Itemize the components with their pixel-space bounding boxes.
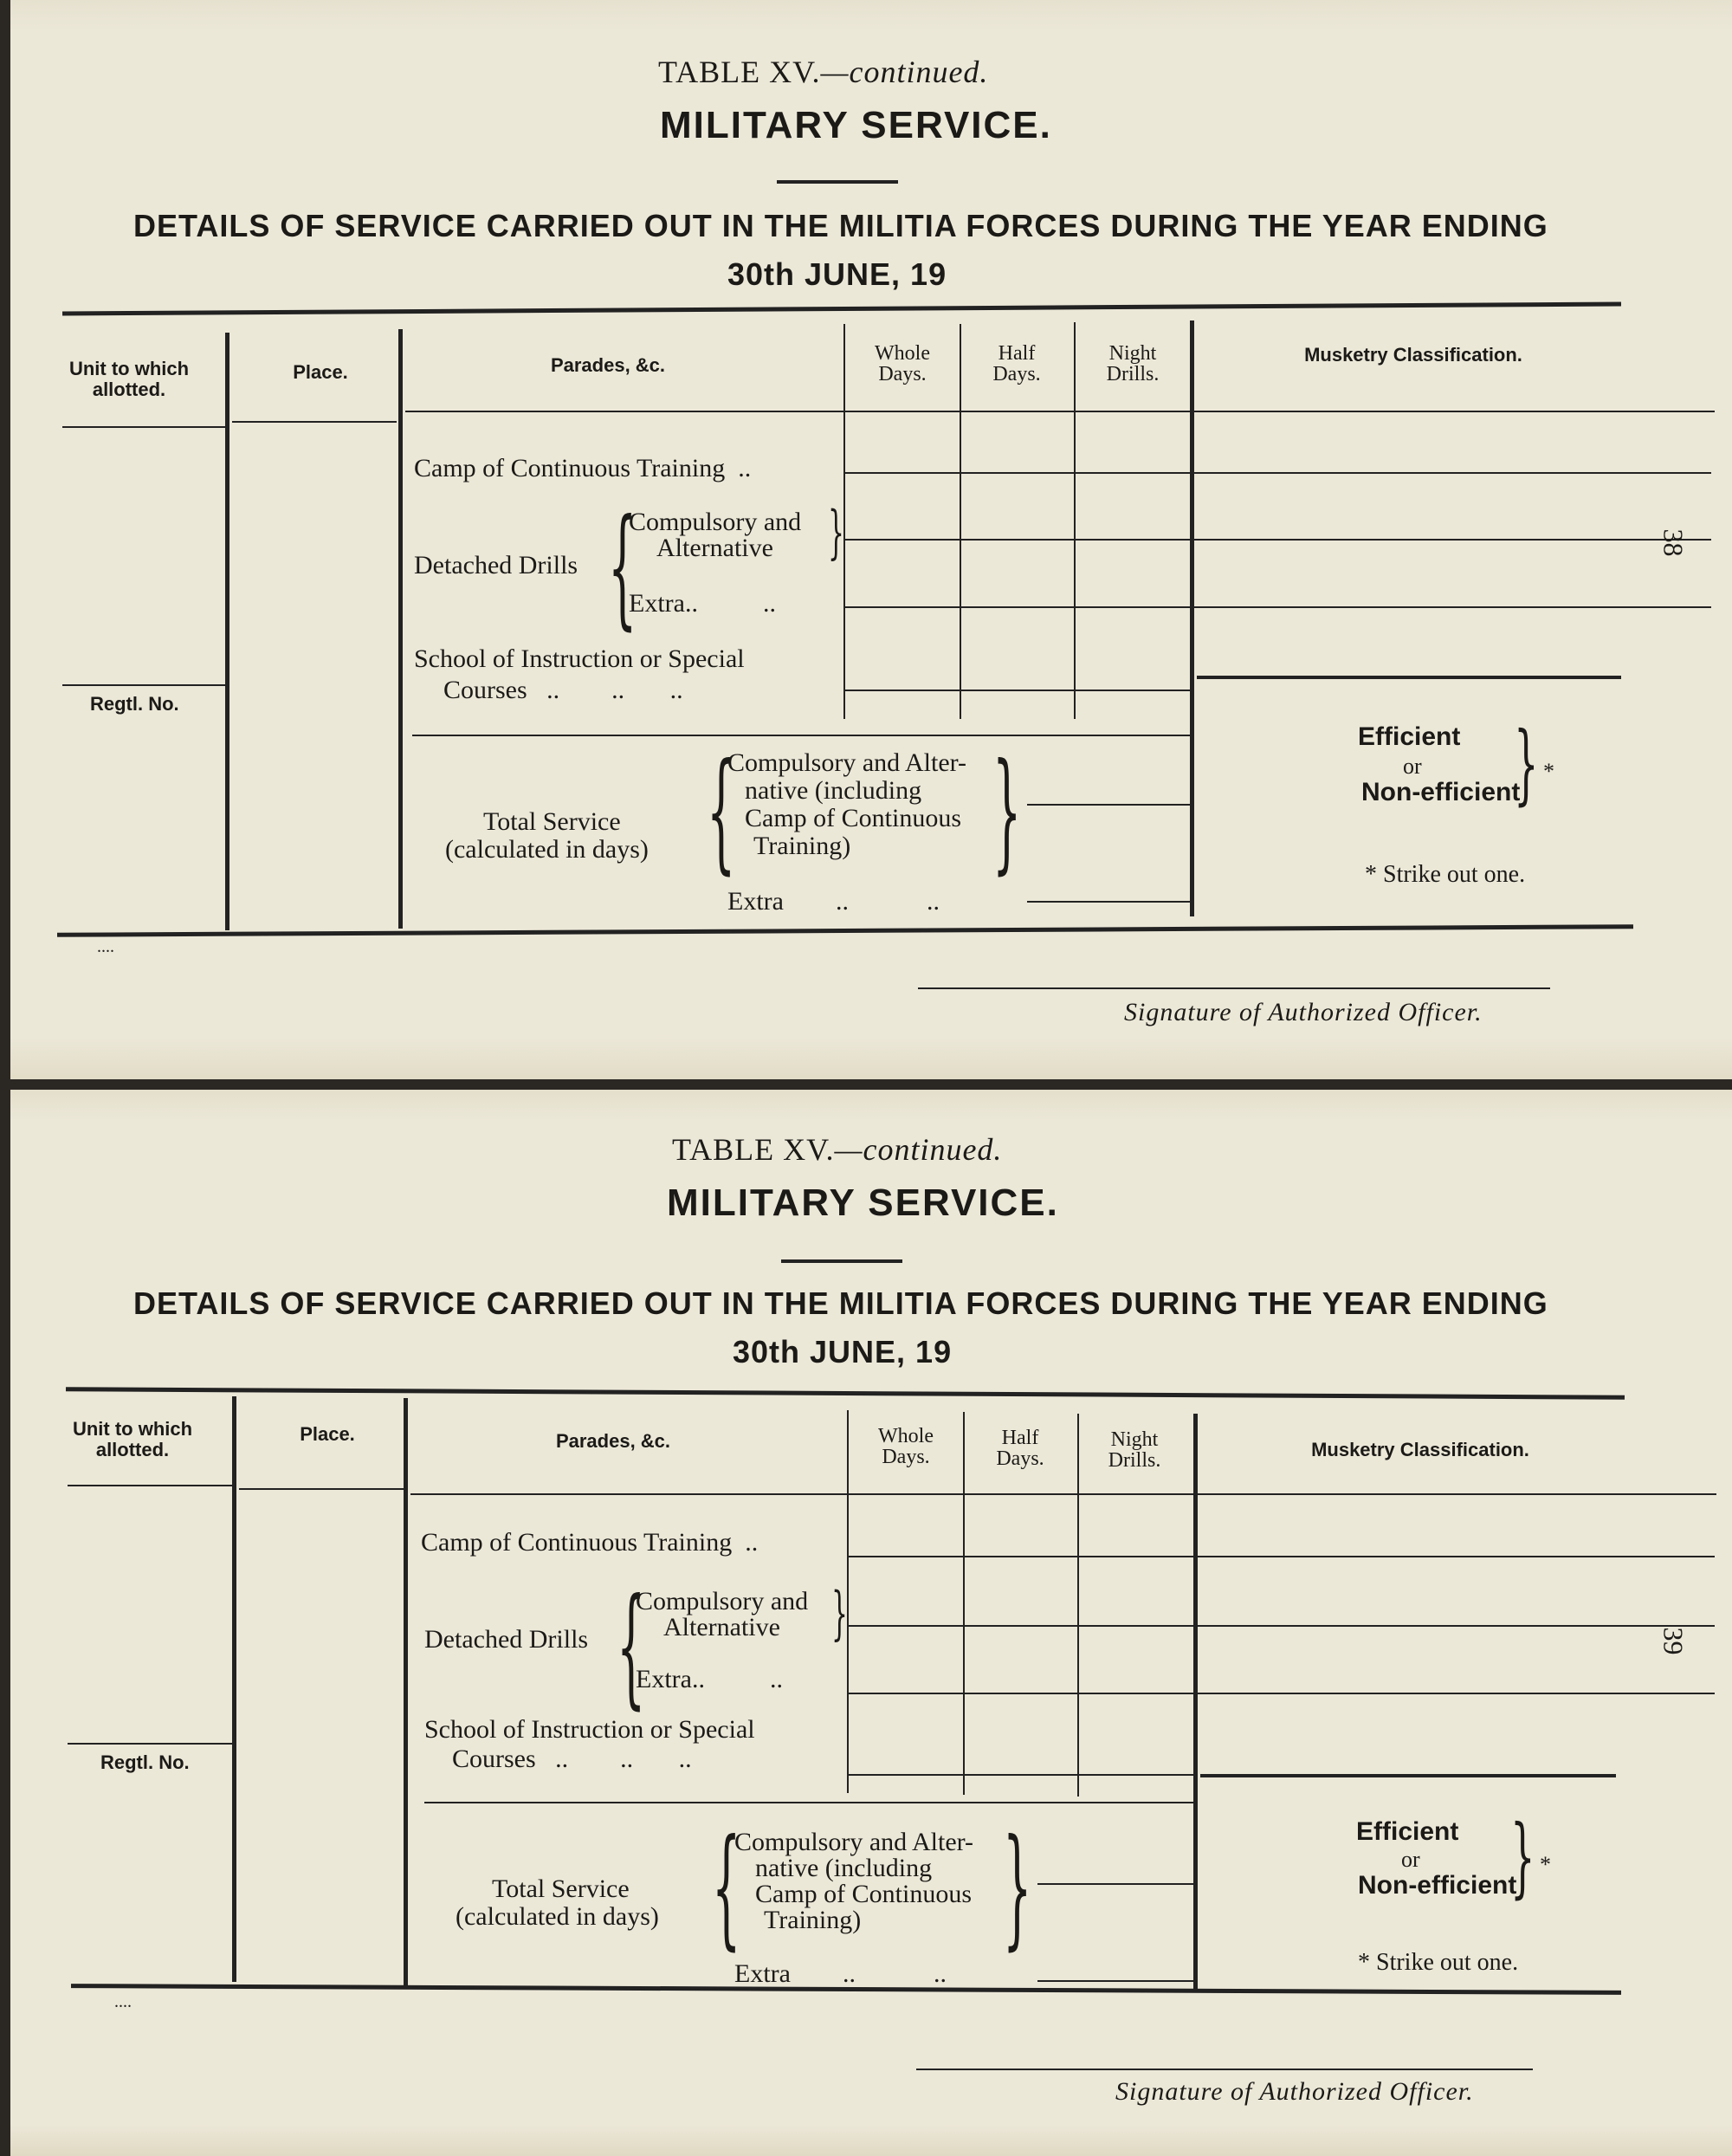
signature-line bbox=[918, 987, 1550, 989]
compulsory-brace: } bbox=[828, 499, 844, 566]
or-label: or bbox=[1403, 754, 1422, 779]
regtl-label: Regtl. No. bbox=[100, 1751, 190, 1773]
row-school-rule bbox=[845, 690, 1192, 691]
row-compulsory-rule bbox=[849, 1625, 1715, 1627]
total-line4: Training) bbox=[753, 832, 851, 860]
musketry-bottom-rule bbox=[1200, 1774, 1616, 1777]
non-efficient-label: Non-efficient bbox=[1361, 778, 1521, 806]
col-musketry-header: Musketry Classification. bbox=[1311, 1439, 1529, 1460]
compulsory-brace: } bbox=[831, 1580, 848, 1647]
col-parades-header: Parades, &c. bbox=[550, 354, 666, 376]
efficiency-asterisk: * bbox=[1543, 759, 1554, 784]
page-title: MILITARY SERVICE. bbox=[660, 104, 1052, 146]
total-service-label: Total Service bbox=[492, 1874, 630, 1903]
title-rule bbox=[781, 1259, 902, 1263]
row-detached-label: Detached Drills bbox=[424, 1625, 589, 1654]
total-close-brace: } bbox=[1003, 1812, 1032, 1963]
row-camp-rule bbox=[849, 1556, 1715, 1557]
page-title: MILITARY SERVICE. bbox=[667, 1182, 1059, 1224]
total-line3: Camp of Continuous bbox=[755, 1880, 973, 1908]
col-rule-half bbox=[1074, 322, 1076, 719]
col-rule-whole bbox=[960, 324, 961, 719]
or-label: or bbox=[1401, 1847, 1420, 1872]
strike-out-note: * Strike out one. bbox=[1358, 1949, 1519, 1976]
col-parades-header: Parades, &c. bbox=[555, 1430, 671, 1452]
regtl-label: Regtl. No. bbox=[90, 693, 179, 715]
total-line2: native (including bbox=[755, 1854, 933, 1882]
total-brace: { bbox=[707, 736, 736, 887]
efficient-label: Efficient bbox=[1358, 722, 1461, 751]
row-extra-label: Extra.. .. bbox=[629, 589, 776, 618]
subtitle-date: 30th JUNE, 19 bbox=[727, 256, 947, 292]
col-rule-night bbox=[1193, 1414, 1198, 1991]
form-page-38 bbox=[10, 0, 1732, 1079]
place-underline bbox=[239, 1488, 405, 1490]
col-unit-header: Unit to which allotted. bbox=[68, 358, 190, 400]
unit-underline bbox=[68, 1485, 234, 1486]
page-number: 38 bbox=[1658, 528, 1690, 557]
total-service-label: Total Service bbox=[483, 807, 621, 836]
efficiency-brace: } bbox=[1510, 1806, 1535, 1907]
col-unit-header: Unit to which allotted. bbox=[72, 1418, 193, 1460]
header-underline bbox=[410, 1493, 1716, 1495]
table-label: TABLE XV.—continued. bbox=[658, 55, 989, 89]
signature-label: Signature of Authorized Officer. bbox=[1115, 2077, 1474, 2106]
bottom-dots: .... bbox=[114, 1992, 132, 2011]
total-line4: Training) bbox=[764, 1906, 862, 1934]
row-compulsory-label: Compulsory and bbox=[629, 508, 802, 536]
total-line2: native (including bbox=[745, 776, 922, 805]
strike-out-note: * Strike out one. bbox=[1365, 861, 1526, 888]
col-half-days-header: Half Days. bbox=[996, 1427, 1044, 1470]
total-extra-rule bbox=[1027, 901, 1192, 903]
col-night-drills-header: Night Drills. bbox=[1108, 1428, 1161, 1472]
unit-underline bbox=[62, 426, 227, 428]
table-top-rule bbox=[66, 1387, 1625, 1399]
row-courses-label: Courses .. .. .. bbox=[443, 676, 683, 704]
regtl-rule bbox=[62, 684, 227, 686]
subtitle-line1: DETAILS OF SERVICE CARRIED OUT IN THE MILITIA FORCES DURING THE YEAR ENDING bbox=[133, 1285, 1548, 1321]
total-extra-label: Extra .. .. bbox=[734, 1959, 947, 1988]
total-extra-label: Extra .. .. bbox=[727, 887, 940, 916]
row-compulsory-label: Compulsory and bbox=[636, 1587, 809, 1615]
col-half-days-header: Half Days. bbox=[992, 342, 1041, 385]
header-underline bbox=[405, 411, 1715, 412]
musketry-bottom-rule bbox=[1197, 676, 1621, 679]
place-underline bbox=[232, 421, 397, 423]
detached-brace: { bbox=[608, 492, 637, 643]
row-alternative-label: Alternative bbox=[656, 534, 773, 562]
non-efficient-label: Non-efficient bbox=[1358, 1871, 1517, 1900]
col-musketry-header: Musketry Classification. bbox=[1304, 344, 1522, 366]
row-camp-rule bbox=[845, 472, 1711, 474]
row-extra-label: Extra.. .. bbox=[636, 1665, 783, 1693]
row-compulsory-rule bbox=[845, 539, 1711, 541]
total-extra-rule bbox=[1037, 1980, 1193, 1982]
signature-line bbox=[916, 2069, 1533, 2070]
total-calculated-label: (calculated in days) bbox=[456, 1902, 659, 1931]
row-extra-rule bbox=[849, 1693, 1715, 1694]
detached-brace: { bbox=[617, 1571, 646, 1722]
total-top-rule bbox=[412, 735, 1192, 736]
total-brace: { bbox=[712, 1812, 741, 1963]
table-label: TABLE XV.—continued. bbox=[672, 1132, 1003, 1167]
col-place-header: Place. bbox=[293, 361, 348, 383]
form-page-39 bbox=[10, 1090, 1732, 2156]
col-whole-days-header: Whole Days. bbox=[875, 342, 930, 385]
subtitle-line1: DETAILS OF SERVICE CARRIED OUT IN THE MILITIA FORCES DURING THE YEAR ENDING bbox=[133, 208, 1548, 243]
table-top-rule bbox=[62, 302, 1621, 316]
efficiency-brace: } bbox=[1514, 713, 1539, 814]
title-rule bbox=[777, 180, 898, 184]
col-rule-half bbox=[1077, 1414, 1079, 1797]
col-place-header: Place. bbox=[300, 1423, 355, 1445]
row-school-label: School of Instruction or Special bbox=[414, 644, 745, 673]
col-rule-place bbox=[404, 1398, 408, 1987]
row-school-rule bbox=[849, 1774, 1195, 1776]
efficient-label: Efficient bbox=[1356, 1817, 1459, 1846]
signature-label: Signature of Authorized Officer. bbox=[1124, 998, 1483, 1026]
total-line1: Compulsory and Alter- bbox=[734, 1828, 974, 1856]
subtitle-date: 30th JUNE, 19 bbox=[733, 1334, 953, 1369]
row-camp-label: Camp of Continuous Training .. bbox=[421, 1528, 759, 1557]
total-line3: Camp of Continuous bbox=[745, 804, 962, 832]
total-top-rule bbox=[424, 1802, 1195, 1803]
regtl-rule bbox=[68, 1743, 234, 1745]
row-detached-label: Detached Drills bbox=[414, 551, 578, 579]
row-courses-label: Courses .. .. .. bbox=[452, 1745, 692, 1773]
col-night-drills-header: Night Drills. bbox=[1106, 342, 1160, 385]
col-whole-days-header: Whole Days. bbox=[878, 1425, 934, 1468]
bottom-dots: .... bbox=[97, 937, 114, 956]
page-number: 39 bbox=[1658, 1627, 1690, 1655]
row-camp-label: Camp of Continuous Training .. bbox=[414, 454, 752, 482]
total-calculated-label: (calculated in days) bbox=[445, 835, 649, 864]
total-line1: Compulsory and Alter- bbox=[727, 748, 967, 777]
col-rule-unit bbox=[225, 333, 229, 930]
col-rule-whole bbox=[963, 1412, 965, 1795]
table-bottom-rule bbox=[57, 924, 1633, 937]
row-alternative-label: Alternative bbox=[663, 1613, 780, 1641]
efficiency-asterisk: * bbox=[1540, 1852, 1551, 1877]
col-rule-place bbox=[398, 329, 403, 929]
total-close-brace: } bbox=[992, 736, 1022, 887]
row-extra-rule bbox=[845, 606, 1711, 608]
row-school-label: School of Instruction or Special bbox=[424, 1715, 755, 1744]
total-compulsory-rule bbox=[1027, 804, 1192, 806]
total-compulsory-rule bbox=[1037, 1883, 1193, 1885]
